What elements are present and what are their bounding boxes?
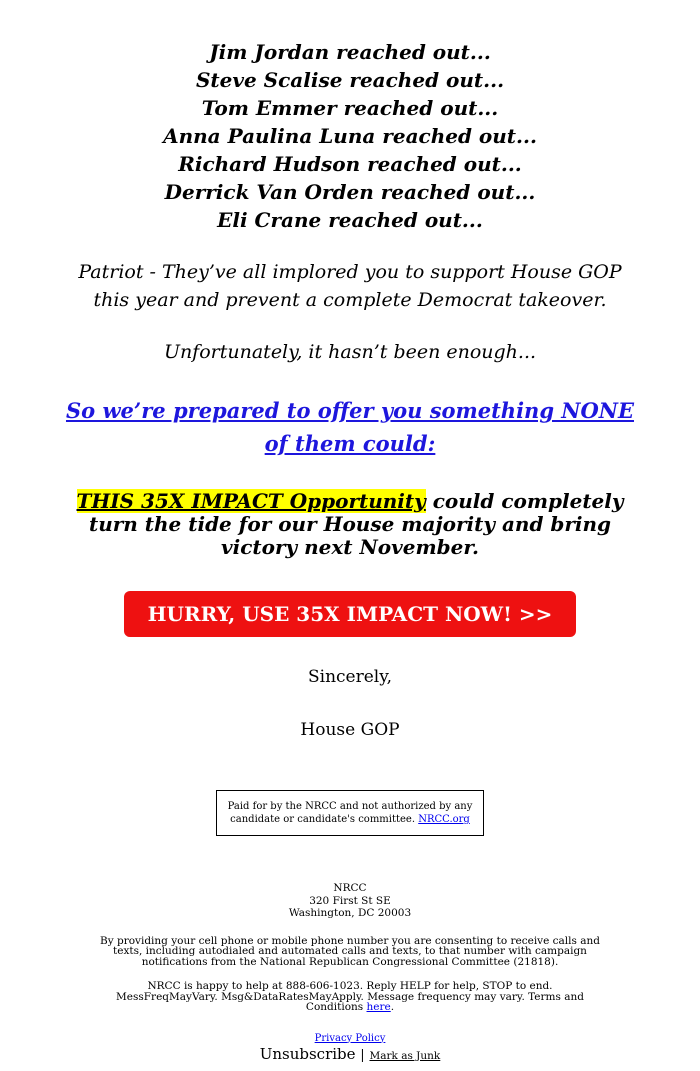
- help-paragraph: [110, 981, 590, 1013]
- disclaimer-text: Paid for by the NRCC and not authorized by any candidate or candidate's committee.: [227, 801, 473, 825]
- terms-here-link[interactable]: here: [366, 1001, 391, 1013]
- paid-for-disclaimer-box: [216, 790, 484, 836]
- help-text: NRCC is happy to help at 888-606-1023. Reply HELP for help, STOP to end. MessFreqMayVary. Msg&DataRatesMayApply. Message frequency may vary. Terms and Conditions: [116, 980, 584, 1013]
- offer-link-wrap: [58, 394, 642, 460]
- intro-line: Jim Jordan reached out...: [209, 40, 491, 64]
- consent-paragraph: By providing your cell phone or mobile phone number you are consenting to receive calls and texts, including autodialed and automated calls and texts, to that number with campaign notifications from the National Republican Congressional Committee (21818).: [99, 934, 600, 968]
- footer-address-line2: Washington, DC 20003: [288, 907, 412, 919]
- mark-as-junk-link[interactable]: Mark as Junk: [369, 1049, 441, 1062]
- intro-line: Tom Emmer reached out...: [201, 96, 499, 120]
- separator: |: [360, 1047, 365, 1063]
- nrcc-org-link[interactable]: NRCC.org: [418, 814, 470, 825]
- impact-paragraph-rest: could completely turn the tide for our House majority and bring victory next November.: [88, 489, 624, 559]
- footer-address: [58, 882, 642, 920]
- intro-lines: [58, 38, 642, 234]
- unsubscribe-link[interactable]: Unsubscribe: [259, 1044, 356, 1063]
- offer-link[interactable]: So we’re prepared to offer you something NONE of them could:: [65, 398, 634, 456]
- impact-paragraph: [58, 490, 642, 559]
- impact-opportunity-link[interactable]: THIS 35X IMPACT Opportunity: [76, 489, 426, 513]
- cta-wrap: [58, 591, 642, 637]
- intro-line: Steve Scalise reached out...: [195, 68, 505, 92]
- footer-org: NRCC: [333, 882, 367, 894]
- cta-button[interactable]: HURRY, USE 35X IMPACT NOW! >>: [124, 591, 577, 637]
- intro-line: Richard Hudson reached out...: [178, 152, 522, 176]
- intro-line: Eli Crane reached out...: [217, 208, 483, 232]
- unfortunately-paragraph: Unfortunately, it hasn’t been enough...: [163, 341, 537, 363]
- privacy-policy-link[interactable]: Privacy Policy: [314, 1032, 386, 1044]
- intro-line: Anna Paulina Luna reached out...: [163, 124, 537, 148]
- patriot-paragraph: Patriot - They’ve all implored you to support House GOP this year and prevent a complete Democrat takeover.: [78, 261, 622, 311]
- privacy-wrap: [58, 1033, 642, 1045]
- email-body: [58, 0, 642, 1065]
- unsubscribe-line: [58, 1046, 642, 1065]
- signature-name: House GOP: [300, 720, 400, 740]
- signature-closing: Sincerely,: [308, 667, 392, 687]
- intro-line: Derrick Van Orden reached out...: [164, 180, 536, 204]
- footer-address-line1: 320 First St SE: [309, 894, 391, 907]
- help-text-end: .: [390, 1001, 395, 1013]
